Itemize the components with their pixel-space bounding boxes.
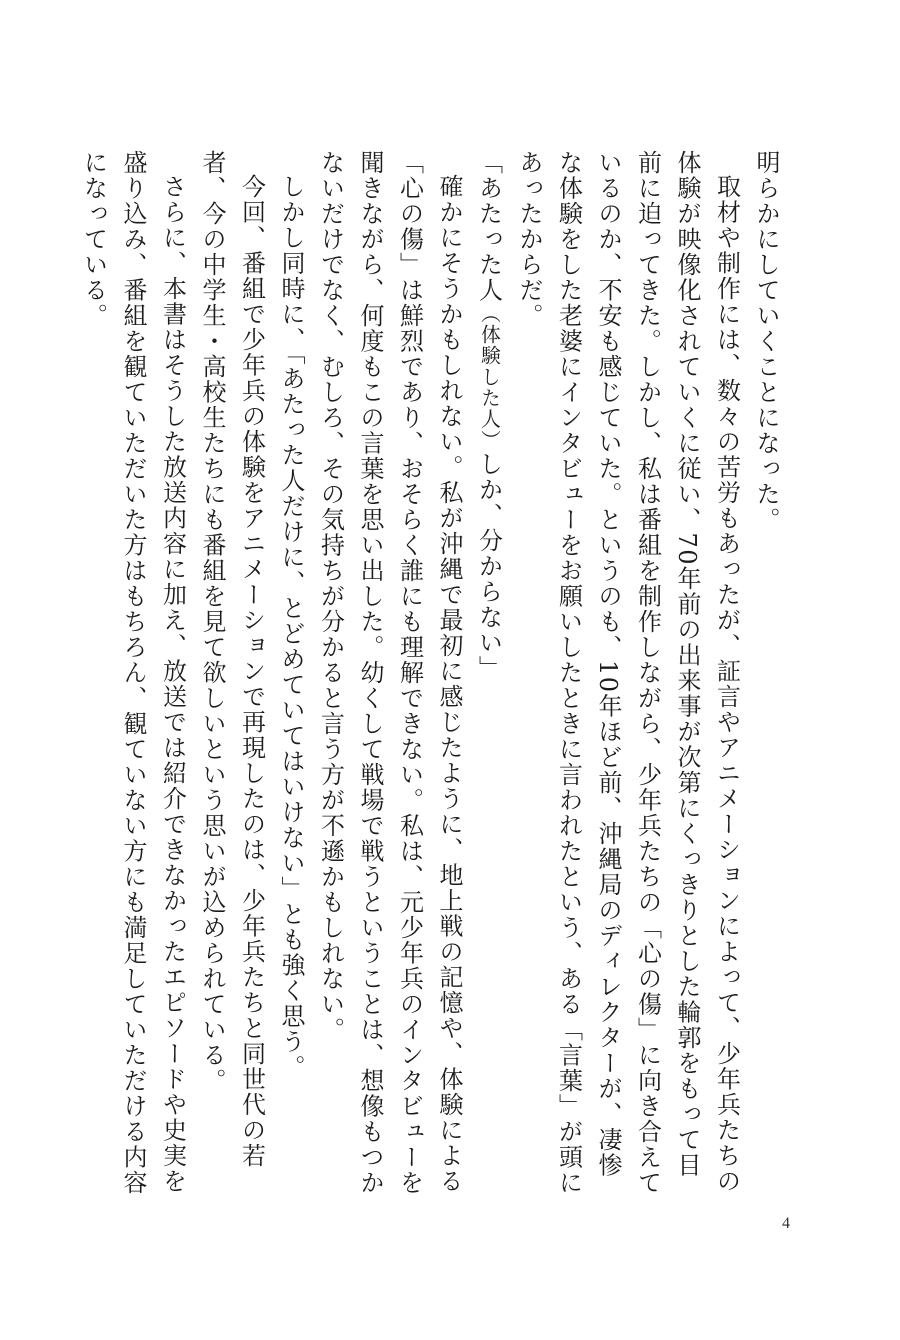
paragraph-6: 今回、番組で少年兵の体験をアニメーションで再現したのは、少年兵たちと同世代の若者、今の中学生・高校生たちにも番組を見て欲しいという思いが込められている。 [198, 150, 266, 1169]
quote-opening: 「あたった人 [474, 150, 503, 303]
paragraph-7: さらに、本書はそうした放送内容に加え、放送では紹介できなかったエピソードや史実を盛り込み、番組を観ていただいた方はもちろん、観ていない方にも満足していただける内容になっている。 [79, 150, 187, 1196]
quote-annotation: （体験した人） [477, 303, 501, 452]
vertical-text-body [79, 150, 785, 1200]
paragraph-1: 明らかにしていくことになった。 [752, 150, 780, 533]
quote-closing: しか、分からない」 [474, 451, 503, 681]
quote-paragraph [468, 150, 509, 1200]
page-number: 4 [782, 1215, 790, 1232]
paragraph-2: 取材や制作には、数々の苦労もあったが、証言やアニメーションによって、少年兵たちの体験が映像化されていくに従い、70年前の出来事が次第にくっきりとした輪郭をもって目前に迫ってきた。しかし、私は番組を制作しながら、少年兵たちの「心の傷」に向き合えているのか、不安も感じていた。というのも、10年ほど前、沖縄局のディレクターが、凄惨な体験をした老婆にインタビューをお願いしたときに言われたという、ある「言葉」が頭にあったからだ。 [515, 150, 741, 1196]
paragraph-5: しかし同時に、「あたった人だけに、とどめていてはいけない」とも強く思う。 [277, 174, 305, 1080]
paragraph-4: 確かにそうかもしれない。私が沖縄で最初に感じたように、地上戦の記憶や、体験による「心の傷」は鮮烈であり、おそらく誰にも理解できない。私は、元少年兵のインタビューを聞きながら、何度もこの言葉を思い出した。幼くして戦場で戦うということは、想像もつかないだけでなく、むしろ、その気持ちが分かると言う方が不遜かもしれない。 [316, 150, 463, 1196]
